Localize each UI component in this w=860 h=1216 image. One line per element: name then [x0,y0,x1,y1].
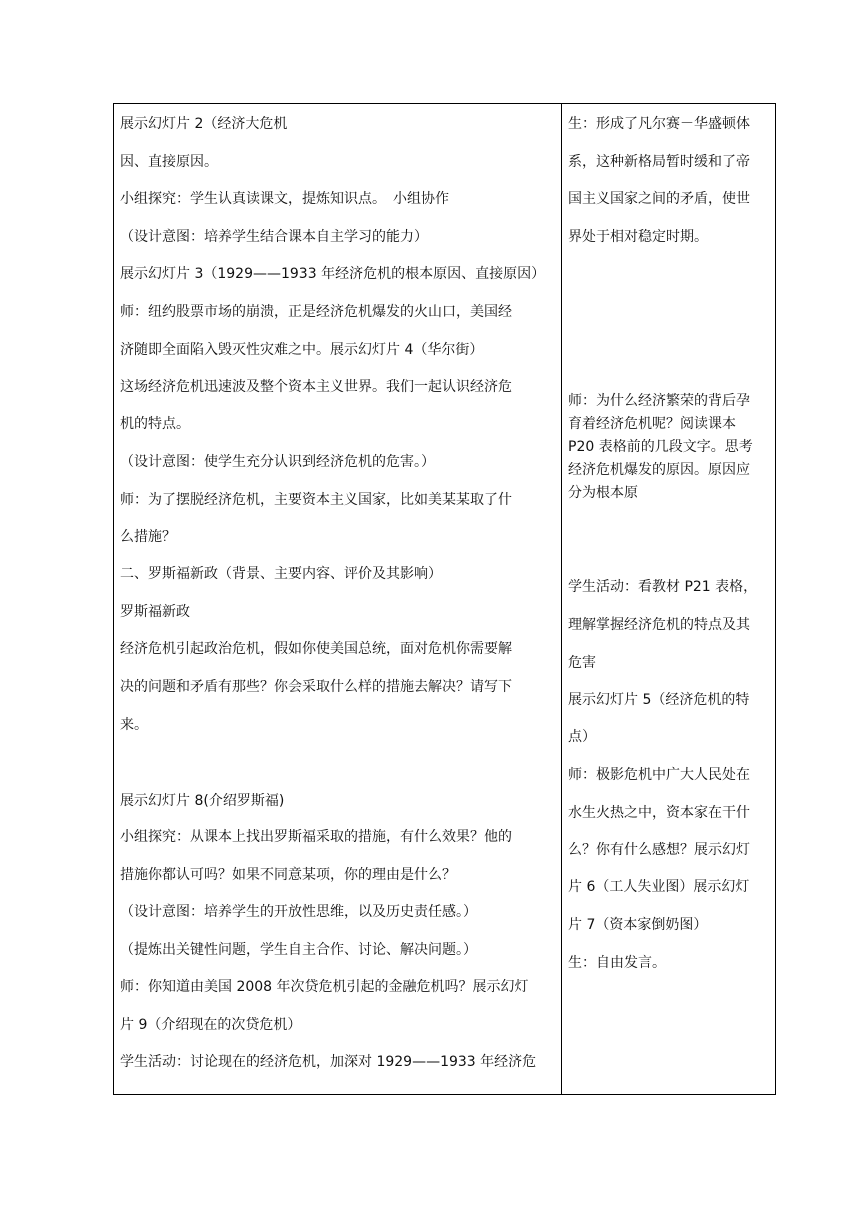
left-line: 师：为了摆脱经济危机，主要资本主义国家，比如美某某取了什 [120,492,512,508]
left-line: （设计意图：培养学生结合课本自主学习的能力） [120,229,428,245]
left-line: 经济危机引起政治危机，假如你使美国总统，面对危机你需要解 [120,641,512,657]
lesson-plan-table [113,103,776,1095]
left-line: 展示幻灯片 2（经济大危机 [120,116,288,132]
teaching-process-column [120,104,556,1094]
right-line: 学生活动：看教材 P21 表格， [568,579,758,595]
left-line: 决的问题和矛盾有那些？你会采取什么样的措施去解决？请写下 [120,679,512,695]
student-activity-column [568,104,772,1094]
left-line: 小组探究：学生认真读课文，提炼知识点。 小组协作 [120,191,449,207]
right-line: 水生火热之中，资本家在干什 [568,805,750,821]
left-line: 济随即全面陷入毁灭性灾难之中。展示幻灯片 4（华尔街） [120,342,484,358]
right-line: 界处于相对稳定时期。 [568,229,708,245]
left-line: 么措施？ [120,529,176,545]
right-line: 师：极影危机中广大人民处在 [568,767,750,783]
left-line: 二、罗斯福新政（背景、主要内容、评价及其影响） [120,566,442,582]
right-line: 危害 [568,655,596,671]
left-line: 展示幻灯片 3（1929——1933 年经济危机的根本原因、直接原因） [120,266,546,282]
right-line: 片 7（资本家倒奶图） [568,917,708,933]
right-line: 理解掌握经济危机的特点及其 [568,617,750,633]
right-line: 点） [568,729,596,745]
right-line: 生：形成了凡尔赛－华盛顿体 [568,116,750,132]
right-line: 师：为什么经济繁荣的背后孕 [568,393,750,409]
left-line: 师：你知道由美国 2008 年次贷危机引起的金融危机吗？展示幻灯 [120,979,529,995]
left-line: 因、直接原因。 [120,154,218,170]
column-divider [561,104,562,1094]
left-line: 措施你都认可吗？如果不同意某项，你的理由是什么？ [120,867,456,883]
left-line: 这场经济危机迅速波及整个资本主义世界。我们一起认识经济危 [120,379,512,395]
left-line: 展示幻灯片 8(介绍罗斯福) [120,793,285,809]
left-line: 罗斯福新政 [120,604,190,620]
right-line: 经济危机爆发的原因。原因应 [568,462,750,478]
left-line: 学生活动：讨论现在的经济危机，加深对 1929——1933 年经济危 [120,1054,537,1070]
right-line: 生：自由发言。 [568,955,666,971]
right-line: 系，这种新格局暂时缓和了帝 [568,154,750,170]
right-line: 国主义国家之间的矛盾，使世 [568,191,750,207]
right-line: 展示幻灯片 5（经济危机的特 [568,692,750,708]
left-line: 小组探究：从课本上找出罗斯福采取的措施，有什么效果？他的 [120,829,512,845]
right-line: 片 6（工人失业图）展示幻灯 [568,879,750,895]
left-line: 机的特点。 [120,416,190,432]
right-line: 育着经济危机呢？阅读课本 [568,416,736,432]
right-line: 分为根本原 [568,485,638,501]
left-line: （提炼出关键性问题，学生自主合作、讨论、解决问题。） [120,942,477,958]
left-line: 来。 [120,717,148,733]
left-line: 师：纽约股票市场的崩溃，正是经济危机爆发的火山口，美国经 [120,304,512,320]
left-line: （设计意图：培养学生的开放性思维，以及历史责任感。） [120,904,477,920]
left-line: 片 9（介绍现在的次贷危机） [120,1017,302,1033]
right-line: 么？你有什么感想？展示幻灯 [568,842,750,858]
left-line: （设计意图：使学生充分认识到经济危机的危害。） [120,454,435,470]
right-line: P20 表格前的几段文字。思考 [568,439,753,455]
